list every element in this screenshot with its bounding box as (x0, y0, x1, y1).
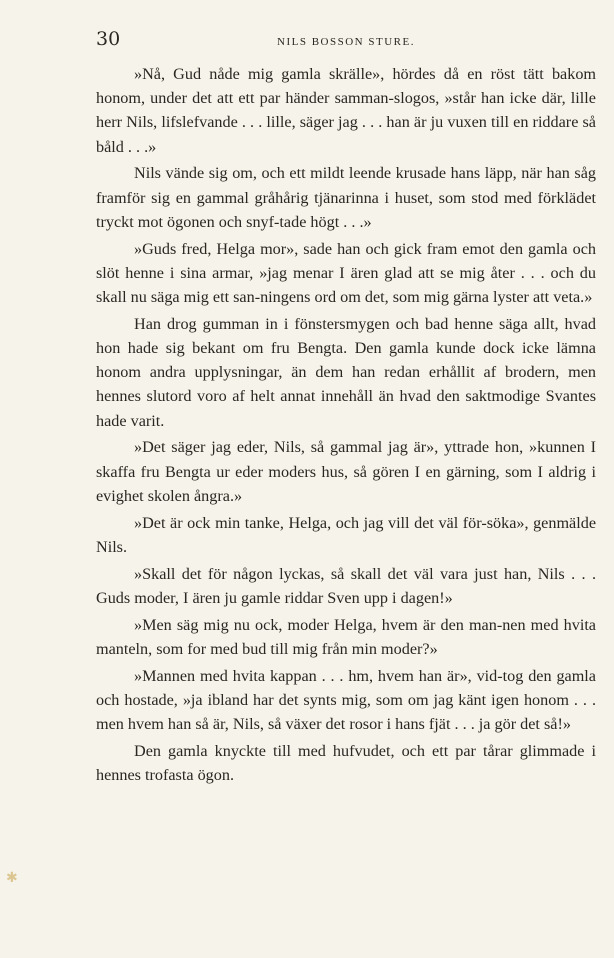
paragraph: »Guds fred, Helga mor», sade han och gick fram emot den gamla och slöt henne i sina armar, »jag menar I ären glad att se mig åter . . . och du skall nu säga mig ett san-ningens ord om det, som mig gärna lyster att veta.» (96, 239, 596, 307)
paragraph: »Det är ock min tanke, Helga, och jag vill det väl för-söka», genmälde Nils. (96, 513, 596, 556)
page-number: 30 (96, 28, 121, 50)
paragraph: Han drog gumman in i fönstersmygen och bad henne säga allt, hvad hon hade sig bekant om fru Bengta. Den gamla kunde dock icke lämna honom andra upplysningar, än dem han redan erhållit af brodern, men hennes slutord voro af helt annat innehåll än hvad den saktmodige Svantes hade varit. (96, 314, 596, 430)
running-title: NILS BOSSON STURE. (277, 36, 415, 48)
body-text (96, 62, 596, 790)
paragraph: »Det säger jag eder, Nils, så gammal jag är», yttrade hon, »kunnen I skaffa fru Bengta ur eder moders hus, så gören I en gärning, som I aldrig i evighet skolen ångra.» (96, 438, 596, 505)
paragraph: »Nå, Gud nåde mig gamla skrälle», hördes då en röst tätt bakom honom, under det att ett par händer samman-slogos, »står han icke där, lille herr Nils, lifslefvande . . . lille, säger jag . . . han är ju vuxen till en riddare så båld . . .» (96, 65, 596, 156)
paper-stain-mark: ✱ (6, 870, 18, 886)
paragraph: »Men säg mig nu ock, moder Helga, hvem är den man-nen med hvita manteln, som for med bud till mig från min moder?» (96, 615, 596, 658)
paragraph: »Mannen med hvita kappan . . . hm, hvem han är», vid-tog den gamla och hostade, »ja ibland har det synts mig, som om jag känt igen honom . . . men hvem han så är, Nils, så växer det rosor i hans fjät . . . ja gör det så!» (96, 666, 596, 734)
paragraph: Nils vände sig om, och ett mildt leende krusade hans läpp, när han såg framför sig en gammal gråhårig tjänarinna i huset, som stod med förklädet tryckt mot ögonen och snyf-tade högt . . .» (96, 164, 596, 231)
paragraph: »Skall det för någon lyckas, så skall det väl vara just han, Nils . . . Guds moder, I ären ju gamle riddar Sven upp i dagen!» (96, 564, 596, 607)
page-header (96, 28, 596, 54)
paragraph: Den gamla knyckte till med hufvudet, och ett par tårar glimmade i hennes trofasta ögon. (96, 741, 596, 785)
